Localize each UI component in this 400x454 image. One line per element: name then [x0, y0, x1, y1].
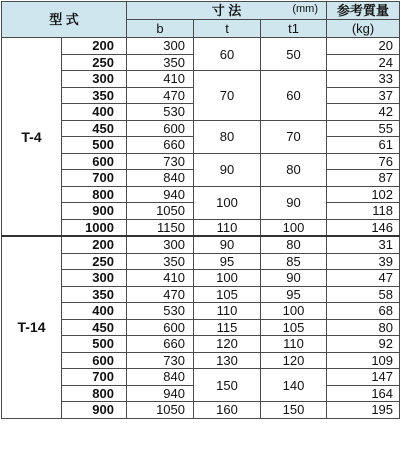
t1-cell: 85 [261, 253, 327, 270]
weight-cell: 146 [327, 219, 400, 236]
table-row [2, 336, 400, 353]
weight-cell: 24 [327, 54, 400, 71]
header-col-t: t [194, 20, 261, 38]
t-cell: 110 [194, 303, 261, 320]
model-name: T-14 [2, 236, 62, 418]
b-cell: 840 [127, 170, 194, 187]
t1-cell: 90 [261, 186, 327, 219]
header-dimensions-label: 寸 法 [211, 3, 242, 18]
size-cell: 500 [62, 336, 127, 353]
t1-cell: 110 [261, 336, 327, 353]
weight-cell: 68 [327, 303, 400, 320]
b-cell: 730 [127, 153, 194, 170]
b-cell: 350 [127, 54, 194, 71]
header-col-kg: (kg) [327, 20, 400, 38]
b-cell: 600 [127, 120, 194, 137]
b-cell: 410 [127, 71, 194, 88]
table-row [2, 286, 400, 303]
size-cell: 900 [62, 402, 127, 419]
size-cell: 200 [62, 236, 127, 253]
weight-cell: 164 [327, 385, 400, 402]
size-cell: 700 [62, 369, 127, 386]
b-cell: 940 [127, 385, 194, 402]
header-dimensions [127, 2, 327, 20]
t1-cell: 50 [261, 38, 327, 71]
t-cell: 95 [194, 253, 261, 270]
weight-cell: 39 [327, 253, 400, 270]
weight-cell: 61 [327, 137, 400, 154]
size-cell: 400 [62, 303, 127, 320]
b-cell: 660 [127, 336, 194, 353]
header-col-t1: t1 [261, 20, 327, 38]
table-row [2, 319, 400, 336]
weight-cell: 37 [327, 87, 400, 104]
weight-cell: 76 [327, 153, 400, 170]
model-name: T-4 [2, 38, 62, 237]
size-cell: 800 [62, 186, 127, 203]
b-cell: 840 [127, 369, 194, 386]
t1-cell: 60 [261, 71, 327, 121]
t-cell: 100 [194, 186, 261, 219]
size-cell: 400 [62, 104, 127, 121]
t1-cell: 150 [261, 402, 327, 419]
size-cell: 500 [62, 137, 127, 154]
table-row [2, 71, 400, 88]
size-cell: 800 [62, 385, 127, 402]
size-cell: 900 [62, 203, 127, 220]
weight-cell: 102 [327, 186, 400, 203]
weight-cell: 20 [327, 38, 400, 55]
table-row [2, 219, 400, 236]
header-unit: (mm) [292, 3, 319, 15]
weight-cell: 55 [327, 120, 400, 137]
table-row [2, 38, 400, 55]
header-col-b: b [127, 20, 194, 38]
table-row [2, 120, 400, 137]
table-row [2, 253, 400, 270]
spec-table [1, 1, 400, 419]
size-cell: 600 [62, 352, 127, 369]
t1-cell: 95 [261, 286, 327, 303]
table-row [2, 303, 400, 320]
table-row [2, 270, 400, 287]
b-cell: 660 [127, 137, 194, 154]
t-cell: 130 [194, 352, 261, 369]
spec-table-container [1, 1, 399, 452]
t-cell: 60 [194, 38, 261, 71]
t-cell: 100 [194, 270, 261, 287]
t1-cell: 100 [261, 219, 327, 236]
weight-cell: 195 [327, 402, 400, 419]
t-cell: 105 [194, 286, 261, 303]
spec-table-body [2, 38, 400, 419]
t1-cell: 120 [261, 352, 327, 369]
weight-cell: 147 [327, 369, 400, 386]
table-row [2, 186, 400, 203]
weight-cell: 80 [327, 319, 400, 336]
size-cell: 200 [62, 38, 127, 55]
t-cell: 90 [194, 236, 261, 253]
b-cell: 940 [127, 186, 194, 203]
b-cell: 470 [127, 286, 194, 303]
table-row [2, 402, 400, 419]
t1-cell: 80 [261, 153, 327, 186]
table-row [2, 153, 400, 170]
weight-cell: 92 [327, 336, 400, 353]
size-cell: 700 [62, 170, 127, 187]
b-cell: 530 [127, 303, 194, 320]
b-cell: 470 [127, 87, 194, 104]
t1-cell: 80 [261, 236, 327, 253]
weight-cell: 109 [327, 352, 400, 369]
size-cell: 1000 [62, 219, 127, 236]
t-cell: 80 [194, 120, 261, 153]
t1-cell: 90 [261, 270, 327, 287]
size-cell: 350 [62, 87, 127, 104]
b-cell: 530 [127, 104, 194, 121]
t-cell: 70 [194, 71, 261, 121]
t1-cell: 105 [261, 319, 327, 336]
b-cell: 410 [127, 270, 194, 287]
header-weight: 参考質量 [327, 2, 400, 20]
t1-cell: 140 [261, 369, 327, 402]
b-cell: 1050 [127, 402, 194, 419]
b-cell: 350 [127, 253, 194, 270]
size-cell: 300 [62, 270, 127, 287]
weight-cell: 42 [327, 104, 400, 121]
b-cell: 730 [127, 352, 194, 369]
weight-cell: 58 [327, 286, 400, 303]
size-cell: 350 [62, 286, 127, 303]
size-cell: 250 [62, 253, 127, 270]
t-cell: 160 [194, 402, 261, 419]
size-cell: 250 [62, 54, 127, 71]
t1-cell: 100 [261, 303, 327, 320]
weight-cell: 118 [327, 203, 400, 220]
weight-cell: 47 [327, 270, 400, 287]
t-cell: 110 [194, 219, 261, 236]
b-cell: 1050 [127, 203, 194, 220]
size-cell: 300 [62, 71, 127, 88]
size-cell: 600 [62, 153, 127, 170]
t-cell: 115 [194, 319, 261, 336]
table-row [2, 352, 400, 369]
weight-cell: 33 [327, 71, 400, 88]
b-cell: 300 [127, 38, 194, 55]
header-model: 型 式 [2, 2, 127, 38]
t-cell: 150 [194, 369, 261, 402]
weight-cell: 87 [327, 170, 400, 187]
t-cell: 90 [194, 153, 261, 186]
b-cell: 600 [127, 319, 194, 336]
table-row [2, 236, 400, 253]
b-cell: 300 [127, 236, 194, 253]
size-cell: 450 [62, 319, 127, 336]
size-cell: 450 [62, 120, 127, 137]
t1-cell: 70 [261, 120, 327, 153]
table-row [2, 369, 400, 386]
t-cell: 120 [194, 336, 261, 353]
b-cell: 1150 [127, 219, 194, 236]
weight-cell: 31 [327, 236, 400, 253]
